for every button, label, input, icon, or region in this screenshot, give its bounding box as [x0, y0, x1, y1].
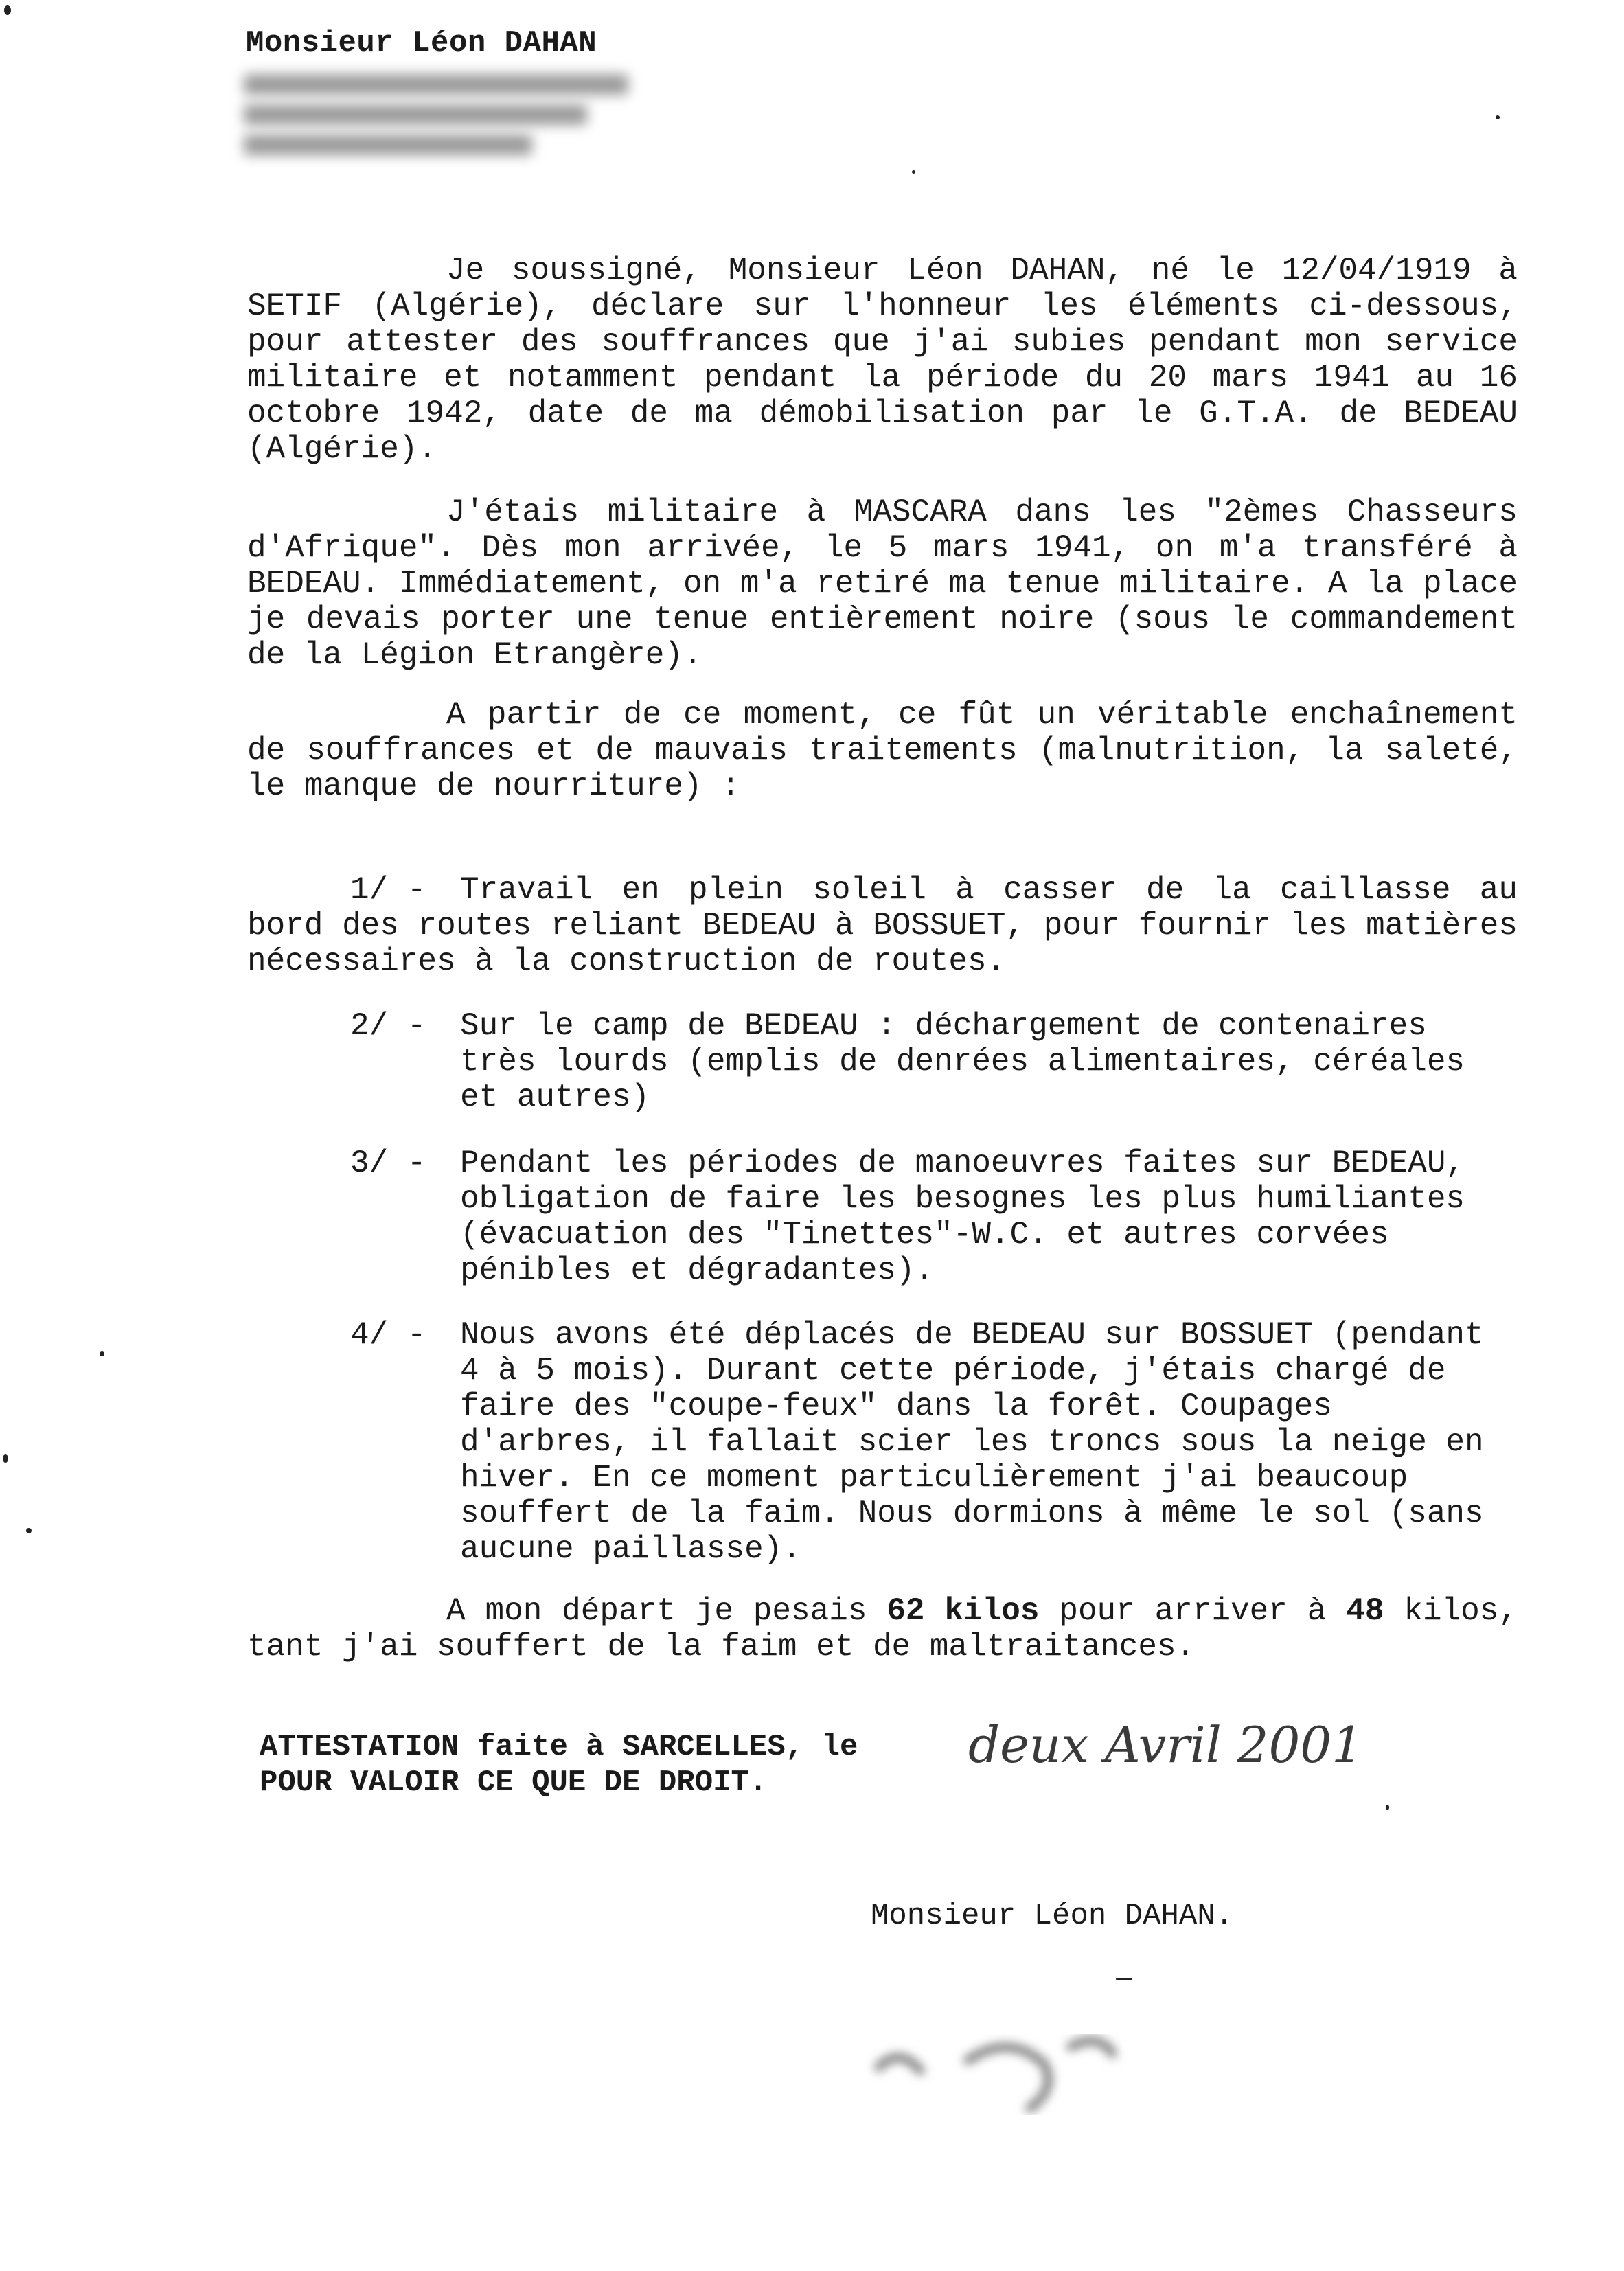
paragraph-military-text: J'étais militaire à MASCARA dans les "2èmes Chasseurs d'Afrique". Dès mon arrivée, le 5 mars 1941, on m'a transféré à BEDEAU. Immédiatement, on m'a retiré ma tenue militaire. A la place je devais porter une tenue entièrement noire (sous le commandement de la Légion Etrangère). — [247, 494, 1518, 673]
paragraph-treatment — [247, 697, 1518, 804]
signature-name: Monsieur Léon DAHAN. — [871, 1899, 1234, 1933]
paragraph-military — [247, 494, 1518, 673]
paragraph-weight — [247, 1593, 1518, 1665]
weight-text-before: A mon départ je pesais — [446, 1593, 887, 1629]
scan-speck — [26, 1528, 32, 1533]
scan-speck — [3, 1454, 8, 1463]
scan-speck — [1386, 1805, 1389, 1810]
list-item-text: Sur le camp de BEDEAU : déchargement de contenaires très lourds (emplis de denrées alimentaires, céréales et autres) — [460, 1008, 1465, 1115]
scan-speck — [4, 5, 11, 15]
scan-speck — [1496, 115, 1500, 119]
attestation-line: ATTESTATION faite à SARCELLES, le — [260, 1730, 858, 1764]
list-item-text: Nous avons été déplacés de BEDEAU sur BOSSUET (pendant 4 à 5 mois). Durant cette période, j'étais chargé de faire des "coupe-feux" dans la forêt. Coupages d'arbres, il fallait scier les troncs sous la neige en hiver. En ce moment particulièrement j'ai beaucoup souffert de la faim. Nous dormions à même le sol (sans aucune paillasse). — [460, 1317, 1484, 1567]
list-item-number: 3/ - — [350, 1145, 426, 1181]
list-item-text: Travail en plein soleil à casser de la caillasse au bord des routes reliant BEDEAU à BOSSUET, pour fournir les matières nécessaires à la construction de routes. — [247, 872, 1518, 979]
sender-name: Monsieur Léon DAHAN — [246, 26, 597, 60]
weight-start: 62 kilos — [887, 1593, 1040, 1629]
list-item-number: 2/ - — [350, 1008, 426, 1044]
paragraph-treatment-text: A partir de ce moment, ce fût un véritable enchaînement de souffrances et de mauvais traitements (malnutrition, la saleté, le manque de nourriture) : — [247, 697, 1518, 804]
attestation-closing — [260, 1729, 858, 1801]
handwritten-date — [961, 1709, 1387, 1784]
paragraph-declaration — [247, 253, 1518, 467]
handwritten-date-text: deux Avril 2001 — [968, 1716, 1363, 1774]
scan-speck — [100, 1351, 104, 1356]
weight-text-after: kilos, tant j'ai souffert de la faim et de maltraitances. — [247, 1593, 1518, 1665]
valoir-line: POUR VALOIR CE QUE DE DROIT. — [260, 1766, 768, 1800]
list-item-number: 4/ - — [350, 1317, 426, 1353]
scan-speck — [1116, 1978, 1132, 1980]
weight-text-middle: pour arriver à — [1039, 1593, 1347, 1629]
signature-scribble — [851, 2005, 1195, 2122]
scan-speck — [912, 170, 915, 174]
paragraph-weight-text — [247, 1593, 1518, 1665]
list-item-text: Pendant les périodes de manoeuvres faites sur BEDEAU, obligation de faire les besognes les plus humiliantes (évacuation des "Tinettes"-W.C. et autres corvées pénibles et dégradantes). — [460, 1145, 1465, 1288]
redacted-address — [244, 69, 656, 165]
paragraph-declaration-text: Je soussigné, Monsieur Léon DAHAN, né le 12/04/1919 à SETIF (Algérie), déclare sur l'honneur les éléments ci-dessous, pour attester des souffrances que j'ai subies pendant mon service militaire et notamment pendant la période du 20 mars 1941 au 16 octobre 1942, date de ma démobilisation par le G.T.A. de BEDEAU (Algérie). — [247, 253, 1518, 467]
list-item-number: 1/ - — [350, 872, 426, 908]
weight-end: 48 — [1346, 1593, 1384, 1629]
